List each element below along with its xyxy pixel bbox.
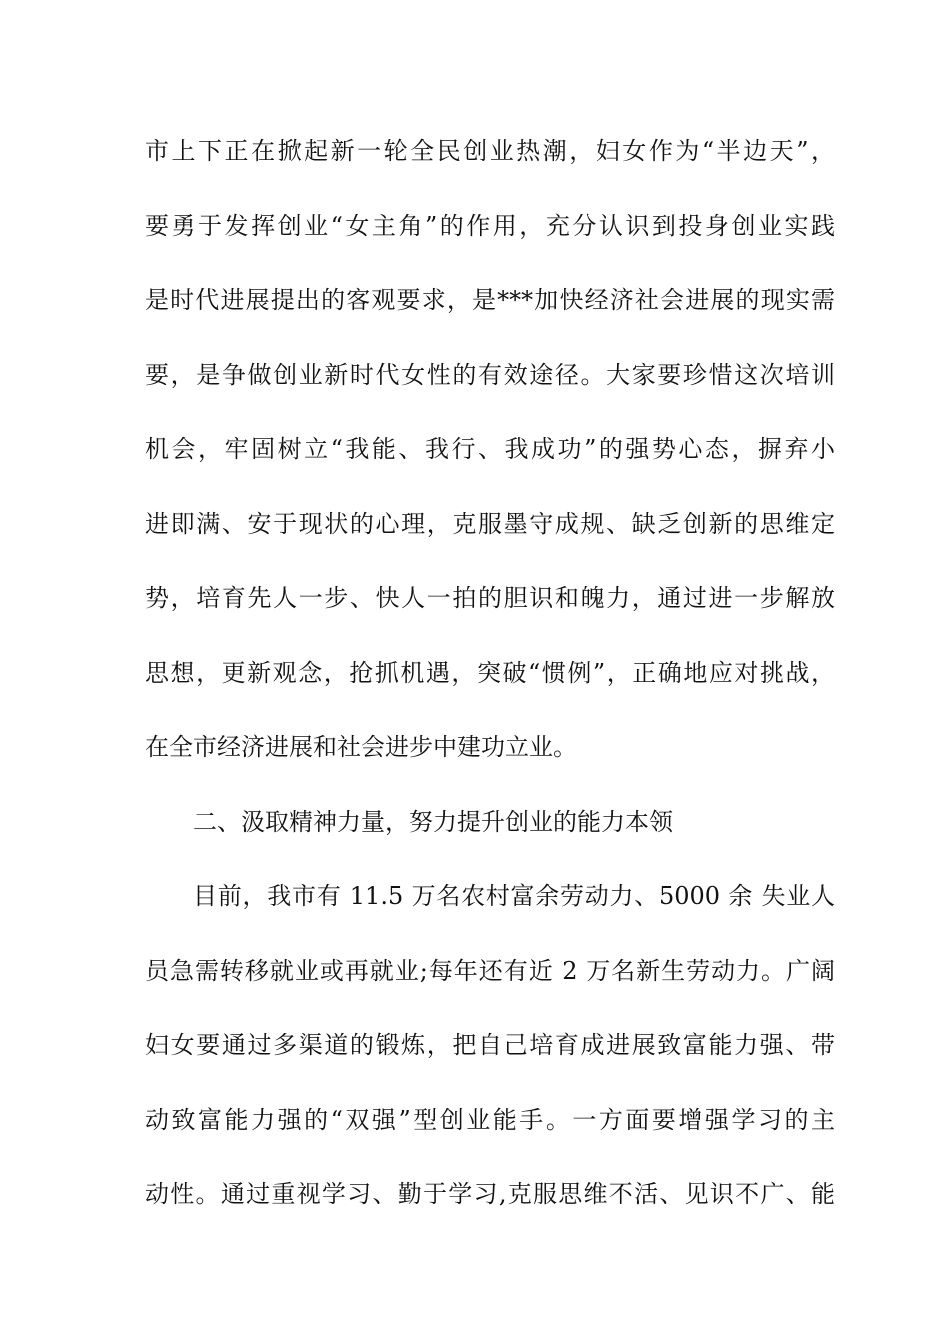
document-body (145, 131, 835, 1249)
paragraph-line: 动致富能力强的“双强”型创业能手。一方面要增强学习的主 (145, 1105, 835, 1134)
paragraph-line: 势，培育先人一步、快人一拍的胆识和魄力，通过进一步解放 (145, 584, 835, 612)
paragraph-line: 市上下正在掀起新一轮全民创业热潮，妇女作为“半边天”， (145, 137, 835, 165)
paragraph-line: 妇女要通过多渠道的锻炼，把自己培育成进展致富能力强、带 (145, 1031, 835, 1059)
paragraph-line: 思想，更新观念，抢抓机遇，突破“惯例”，正确地应对挑战， (145, 658, 835, 687)
paragraph-line: 在全市经济进展和社会进步中建功立业。 (145, 733, 577, 761)
paragraph-line: 动性。通过重视学习、勤于学习,克服思维不活、见识不广、能 (145, 1180, 835, 1208)
paragraph-line: 员急需转移就业或再就业;每年还有近 2 万名新生劳动力。广阔 (145, 956, 835, 985)
section-heading: 二、汲取精神力量，努力提升创业的能力本领 (193, 807, 673, 836)
paragraph-line: 是时代进展提出的客观要求，是***加快经济社会进展的现实需 (145, 286, 835, 314)
paragraph-line: 进即满、安于现状的心理，克服墨守成规、缺乏创新的思维定 (145, 509, 835, 538)
paragraph-line: 目前，我市有 11.5 万名农村富余劳动力、5000 余 失业人 (193, 882, 835, 910)
paragraph-line: 机会，牢固树立“我能、我行、我成功”的强势心态，摒弃小 (145, 435, 835, 463)
paragraph-line: 要勇于发挥创业“女主角”的作用，充分认识到投身创业实践 (145, 211, 835, 240)
paragraph-line: 要，是争做创业新时代女性的有效途径。大家要珍惜这次培训 (145, 360, 835, 389)
